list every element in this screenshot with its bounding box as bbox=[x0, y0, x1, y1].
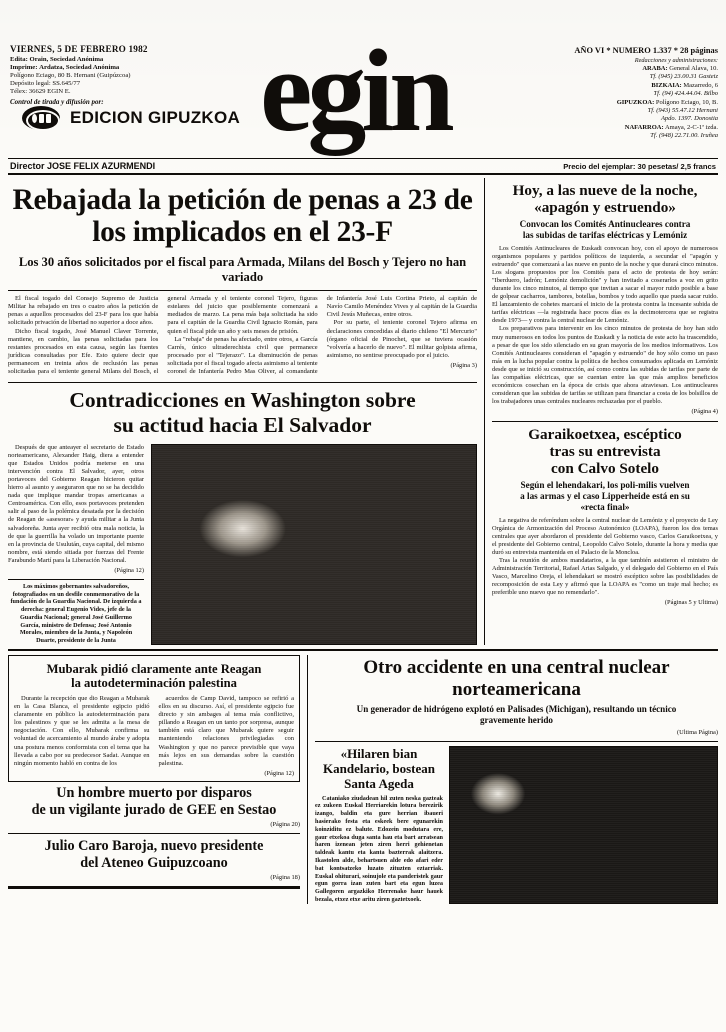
garaikoetxea-sub-line1: Según el lehendakari, los poli-milis vuelven bbox=[520, 479, 690, 490]
garaikoetxea-sub-line2: a las armas y el caso Lipperheide está en su bbox=[520, 490, 690, 501]
apagon-p2: Los preparativos para intervenir en los cinco minutos de protesta de hoy han sido muy numerosos en todos los puntos de Euskadi y la noticia de este acto ha trascendido, a pesar de que los sido silenciado en su gran mayoría de los medios informativos. Los Comités Antinucleares consideran el "apagón y estruendo" de hoy sólo como un paso más en la lucha popular contra la política de hechos consumados aplicada en Lemóniz desde que se inició su construcción, así como contra las subidas de tarifas por parte de las compañías eléctricas, que se cuentan entre las que más amplios beneficios económicos cosechan en la época de crisis que ahora atraviesan. Los antinucleares consideran que las subidas de tarifas se utilizan para financiar a costa de los bolsillos de los trabajadores unas centrales nucleares rechazadas por el pueblo. bbox=[492, 325, 718, 405]
euskera-headline-line2: Kandelario, bostean bbox=[323, 760, 435, 776]
lead-p1: El fiscal togado del Consejo Supremo de Justicia Militar ha rebajado en tres o cuatro años la petición de penas a aquellos procesados del 23-F para los que había solicitado privación de libertad no superior a doce años. bbox=[8, 295, 159, 327]
nuclear-page-ref: (Ultima Página) bbox=[677, 728, 718, 736]
mubarak-headline-line2: la autodeterminación palestina bbox=[71, 676, 237, 691]
garaikoetxea-p1: La negativa de referéndum sobre la central nuclear de Lemóniz y el proyecto de Ley Orgánica de Armonización del Proceso Autonómico (LOAPA), fueron los dos temas centrales que ayer abordaron el presidente del Gobierno vasco, Carlos Garaikoetxea, y el presidente del Gobierno central, Leopoldo Calvo Sotelo, durante la hora y media que duró su entrevista mantenida en el Palacio de la Moncloa. bbox=[492, 516, 718, 557]
mubarak-p1: Durante la recepción que dio Reagan a Mubarak en la Casa Blanca, el presidente egipcio pidió claramente en público la autodeterminación para los palestinos y que se les admita a la mesa de negociación. Con ello, Mubarak confirma su voluntad de acercamiento al mundo árabe y adopta una postura menos conformista con el tema que ha llevada a cabo por su predecesor Sadat. Aunque en ningún momento habló en contra de los bbox=[14, 694, 150, 767]
ateneo-headline-line2: del Ateneo Guipuzcoano bbox=[80, 854, 228, 871]
araba-value: General Alava, 10. bbox=[669, 65, 718, 72]
bottom-left-column bbox=[8, 655, 308, 904]
sestao-headline bbox=[8, 785, 300, 818]
bizkaia-office bbox=[538, 82, 718, 90]
right-column bbox=[484, 178, 718, 645]
left-column bbox=[8, 178, 484, 645]
nuclear-subheadline bbox=[315, 704, 718, 726]
garaikoetxea-headline-line1: Garaikoetxea, escéptico bbox=[528, 425, 682, 443]
ateneo-article bbox=[8, 838, 300, 881]
photo-grain bbox=[152, 445, 476, 644]
apagon-headline-line2: «apagón y estruendo» bbox=[534, 199, 676, 216]
euskera-p1: Cataniako ziudadean hil zuten neska gazteak ez zukeen Euskal Herriarekin lotura berezirik izango, baldin eta gure herrian ibaueri hasierako festa eta eskeek bere egunarekin koinziditu ez balute. Edozein modutara ere, gaur etxekoa duga santa hau eta bart arratsean haren izenean jeten ziren herri gehienetan taldeak kantu eta kanta bazterrak alaitzera. Ikastolen alde, behartsuen alde edo afari eder bat kontsatzeko luzato zituzten eztarriak. Euskal ohiturari, soinujole eta panderistek gaur egun gorra izan zuten bart eta egun luzea Gallegoren argazkiko Herrenako haur hauek bezala, etxez etxe aritu ziren gaztetxoek. bbox=[315, 794, 443, 904]
euskera-photo bbox=[449, 746, 718, 904]
nuclear-sub-line2: gravemente herido bbox=[480, 714, 553, 725]
washington-top-rule bbox=[8, 382, 477, 383]
araba-phone bbox=[538, 73, 718, 81]
masthead bbox=[8, 25, 718, 156]
nuclear-article bbox=[315, 657, 718, 736]
imprime-label: Imprime: bbox=[10, 63, 38, 71]
araba-tel: Tf. (945) 23.00.31 Gasteiz bbox=[649, 73, 718, 81]
apagon-page-ref: (Página 4) bbox=[691, 407, 718, 415]
sestao-headline-line2: de un vigilante jurado de GEE en Sestao bbox=[31, 801, 277, 818]
euskera-headline-line3: Santa Ageda bbox=[344, 775, 414, 791]
bizkaia-value: Mazarredo, 6 bbox=[683, 81, 718, 89]
edicion-label: EDICION GIPUZKOA bbox=[70, 108, 241, 127]
lead-page-ref: (Página 3) bbox=[450, 362, 477, 370]
imprime-value: Ardatza, Sociedad Anónima bbox=[39, 63, 120, 71]
bottom-section bbox=[8, 649, 718, 904]
ateneo-headline-line1: Julio Caro Baroja, nuevo presidente bbox=[44, 838, 264, 855]
lead-body bbox=[8, 295, 477, 377]
deposito-line: Depósito legal: SS.645/77 bbox=[10, 80, 81, 88]
edita-value: Orain, Sociedad Anónima bbox=[29, 55, 104, 63]
lead-p3: La "rebaja" de penas ha afectado, entre otros, a García Carrés, único ultraderechista civil que permanece procesado por el "Tejerazo". La disminución de penas solicitada por el fiscal togado afecta asimismo al teniente coronel de Infantería Pedro Mas Oliver, al comandante de Infantería José Luis Cortina Prieto, al capitán de Navío Camilo Menéndez Vives y al capitán de la Guardia Civil Jesús Muñecas, entre otros. bbox=[167, 295, 477, 376]
washington-body bbox=[8, 444, 144, 576]
issue-date: VIERNES, 5 DE FEBRERO 1982 bbox=[10, 44, 148, 54]
sestao-article bbox=[8, 785, 300, 828]
gipuzkoa-value: Polígono Eciago, 10, B. bbox=[655, 98, 718, 106]
ateneo-headline bbox=[8, 838, 300, 871]
washington-headline bbox=[8, 388, 477, 438]
apagon-headline bbox=[492, 182, 718, 216]
newspaper-logo: egin bbox=[260, 25, 450, 156]
nuclear-headline-line1: Otro accidente en una central nuclear bbox=[363, 656, 670, 678]
mubarak-page-ref: (Página 12) bbox=[264, 770, 294, 778]
euskera-headline-line1: «Hilaren bian bbox=[340, 745, 418, 761]
garaikoetxea-page-ref: (Páginas 5 y Ultima) bbox=[664, 599, 718, 607]
garaikoetxea-article bbox=[492, 426, 718, 608]
garaikoetxea-headline-line2: tras su entrevista bbox=[549, 442, 661, 460]
photo-grain bbox=[450, 747, 717, 903]
edita-line bbox=[10, 56, 225, 64]
gipuzkoa-label: GIPUZKOA: bbox=[616, 98, 655, 106]
lead-p4: Por su parte, el teniente coronel Tejero afirma en declaraciones concedidas al diario chileno "El Mercurio" (órgano oficial de Pinochet, que se tuviera ocasión "volvería a hacerlo de nuevo". El militar golpista afirma, asimismo, no sentirse preocupado por el juicio. bbox=[326, 319, 477, 360]
garaikoetxea-headline bbox=[492, 426, 718, 477]
lead-article bbox=[8, 184, 477, 377]
director-divider bbox=[8, 173, 718, 175]
lead-rule bbox=[8, 290, 477, 291]
araba-office bbox=[538, 65, 718, 73]
washington-headline-line1: Contradicciones en Washington sobre bbox=[69, 387, 416, 412]
director-name: Director JOSE FELIX AZURMENDI bbox=[10, 161, 156, 171]
washington-caption: Los máximos gobernantes salvadoreños, fotografiados en un desfile conmemorativo de la fundación de la Guardia Nacional. De izquierda a derecha: general Eugenio Vides, jefe de la Guardia Nacional; general José Guillermo García, ministro de Defensa; José Antonio Morales, miembro de la Junta, y Napoleón Duarte, presidente de la Junta bbox=[8, 579, 144, 645]
issue-number: AÑO VI * NUMERO 1.337 * 28 páginas bbox=[574, 46, 718, 55]
garaikoetxea-top-rule bbox=[492, 421, 718, 422]
ojd-logo-icon bbox=[22, 106, 60, 130]
gipuzkoa-phone bbox=[538, 107, 718, 115]
bizkaia-label: BIZKAIA: bbox=[651, 81, 682, 89]
mubarak-p2: acuerdos de Camp David, tampoco se refirió a ellos en su discurso. Así, el presidente egipcio fue directo y sin ambages al tema más conflictivo, pillando a Reagan en un tanto por sorpresa, aunque también está claro que Mubarak quiere seguir manteniendo relaciones privilegiadas con Washington y que no parece previsible que vaya más lejos en sus demandas sobre la cuestión palestina. bbox=[158, 694, 294, 767]
garaikoetxea-sub-line3: «recta final» bbox=[580, 501, 630, 512]
gipuzkoa-apdo bbox=[538, 115, 718, 123]
masthead-imprint-left bbox=[10, 44, 225, 106]
washington-text-col bbox=[8, 444, 144, 645]
lead-headline: Rebajada la petición de penas a 23 de los implicados en el 23-F bbox=[12, 184, 473, 248]
garaikoetxea-body bbox=[492, 517, 718, 608]
euskera-top-rule bbox=[315, 741, 718, 742]
euskera-body bbox=[315, 795, 443, 904]
nafarroa-office bbox=[538, 124, 718, 132]
poligono-line: Polígono Eciago, 80 B. Hernani (Guipúzcoa) bbox=[10, 71, 131, 79]
edicion-row bbox=[22, 106, 240, 130]
ateneo-page-ref: (Página 18) bbox=[270, 874, 300, 882]
sestao-page-ref: (Página 20) bbox=[270, 821, 300, 829]
apagon-body bbox=[492, 245, 718, 416]
control-tirada-line: Control de tirada y difusión por: bbox=[10, 97, 104, 106]
nafarroa-label: NAFARROA: bbox=[624, 123, 664, 131]
garaikoetxea-p2: Tras la reunión de ambos mandatarios, a la que también asistieron el ministro de Administración Territorial, Rafael Arias Salgado, y el delegado del Gobierno en el País Vasco, Marcelino Oreja, el lehendakari se mostró escéptico sobre las posibilidades de recomposición de esta Ley y afirmó que la LOAPA es "como un traje mal hecho; es preferible uno nuevo que no remendarlo". bbox=[492, 557, 718, 597]
washington-photo bbox=[151, 444, 477, 645]
director-price-bar bbox=[8, 159, 718, 173]
lead-p2: Dicho fiscal togado, José Manuel Claver Torrente, mantiene, en cambio, las penas solicitadas para los restantes procesados en esta causa, según las fuentes jurídicas consultadas por Efe. Esto quiere decir que permanecen en treinta años de reclusión las penas solicitadas para el teniente general Milans del Bosch, el general Armada y el teniente coronel Tejero, figuras estelares del juicio que posiblemente comenzará a mediados de marzo. La pena más baja solicitada ha sido para el capitán de la Guardia Civil Ignacio Román, para quien el fiscal pide un año y seis meses de prisión. bbox=[8, 295, 318, 376]
washington-headline-line2: su actitud hacia El Salvador bbox=[113, 412, 372, 437]
main-content bbox=[8, 178, 718, 645]
washington-page-ref: (Página 12) bbox=[114, 566, 144, 574]
nuclear-sub-line1: Un generador de hidrógeno explotó en Palisades (Michigan), resultando un técnico bbox=[356, 703, 677, 714]
redacciones-label: Redacciones y administraciones: bbox=[634, 57, 718, 64]
bottom-left-closing-rule bbox=[8, 886, 300, 889]
mubarak-headline-line1: Mubarak pidió claramente ante Reagan bbox=[46, 661, 262, 676]
sestao-headline-line1: Un hombre muerto por disparos bbox=[56, 785, 252, 802]
gipuzkoa-tel: Tf. (943) 55.47.12 Hernani bbox=[647, 107, 718, 115]
ateneo-top-rule bbox=[8, 833, 300, 834]
mubarak-headline bbox=[14, 662, 294, 691]
nafarroa-phone bbox=[538, 132, 718, 140]
apagon-p1: Los Comités Antinucleares de Euskadi convocan hoy, con el apoyo de numerosos organismos populares y partidos políticos de izquierda, a secundar el "apagón y estruendo" que comenzará a las nueve en punto de la noche y que durará cinco minutos. Los slogans propuestos por los Comités para el acto de protesta de hoy serán: "Iberduero, ladrón; Lemóniz demolición" y han invitado a coserarlos a voz en grito durante los cinco minutos, al tiempo que invitan a sacar el mayor ruido posible a base de golpear cacharros, tambores, botellas, bombos y todo aquello que pueda sacar ruido. El lanzamiento de cohetes marcará el inicio de la protesta contra la incesante subida de tarifas eléctricas —la registrada hace pocos días es la decimotercera que se registra desde 1973— y contra la central nuclear de Lemóniz. bbox=[492, 245, 718, 325]
bizkaia-tel: Tf. (94) 424.44.04. Bilbo bbox=[653, 90, 718, 98]
washington-p1: Después de que anteayer el secretario de Estado norteamericano, Alexander Haig, diera a entender que Estados Unidos podría meterse en una intervención contra El Salvador, ayer, otros portavoces del Gobierno Reagan hicieron quitar hierro al asunto y aseguraron que no se ha decidido nada que implique mandar tropas americanas a Centroamérica. Con ello, esos portavoces pretenden salir al paso de la polémica desatada por la decisión de Reagan de «asesorar» y ayuda militar a la Junta salvadoreña. Junta ayer recibió otra mala noticia, la de que la guerrilla ha volado un importante puente en la provincia de Usulután, cuya capital, del mismo nombre, está siendo sitiada por fuerzas del Frente Farabundo Martí para la Liberación Nacional. bbox=[8, 443, 144, 564]
cover-price: Precio del ejemplar: 30 pesetas/ 2,5 francs bbox=[563, 162, 716, 171]
apagon-article bbox=[492, 182, 718, 416]
imprime-line bbox=[10, 64, 225, 72]
gipuzkoa-apdo-text: Apdo. 1397. Donostia bbox=[660, 115, 718, 123]
euskera-text-col bbox=[315, 746, 443, 904]
bottom-right-column bbox=[308, 655, 718, 904]
apagon-sub-line2: las subidas de tarifas eléctricas y Lemóniz bbox=[522, 230, 688, 240]
washington-article bbox=[8, 388, 477, 645]
lead-subheadline: Los 30 años solicitados por el fiscal para Armada, Milans del Bosch y Tejero no han variado bbox=[18, 255, 467, 284]
masthead-info-right bbox=[538, 46, 718, 141]
apagon-headline-line1: Hoy, a las nueve de la noche, bbox=[512, 182, 698, 199]
telex-line: Télex: 36629 EGIN E. bbox=[10, 88, 71, 96]
araba-label: ARABA: bbox=[642, 65, 668, 72]
edita-label: Edita: bbox=[10, 55, 28, 63]
euskera-headline bbox=[315, 746, 443, 791]
apagon-subheadline bbox=[492, 219, 718, 241]
gipuzkoa-office bbox=[538, 99, 718, 107]
washington-body-row bbox=[8, 444, 477, 645]
nafarroa-value: Amaya, 2-C-1ª izda. bbox=[664, 123, 718, 131]
mubarak-body bbox=[14, 695, 294, 768]
bizkaia-phone bbox=[538, 90, 718, 98]
euskera-article bbox=[315, 746, 718, 904]
apagon-sub-line1: Convocan los Comités Antinucleares contra bbox=[519, 219, 691, 229]
mubarak-article bbox=[8, 655, 300, 782]
garaikoetxea-subheadline bbox=[492, 480, 718, 513]
nafarroa-tel: Tf. (948) 22.71.00. Iruñea bbox=[650, 132, 718, 140]
nuclear-headline bbox=[315, 657, 718, 701]
nuclear-headline-line2: norteamericana bbox=[452, 678, 581, 700]
garaikoetxea-headline-line3: con Calvo Sotelo bbox=[551, 459, 659, 477]
